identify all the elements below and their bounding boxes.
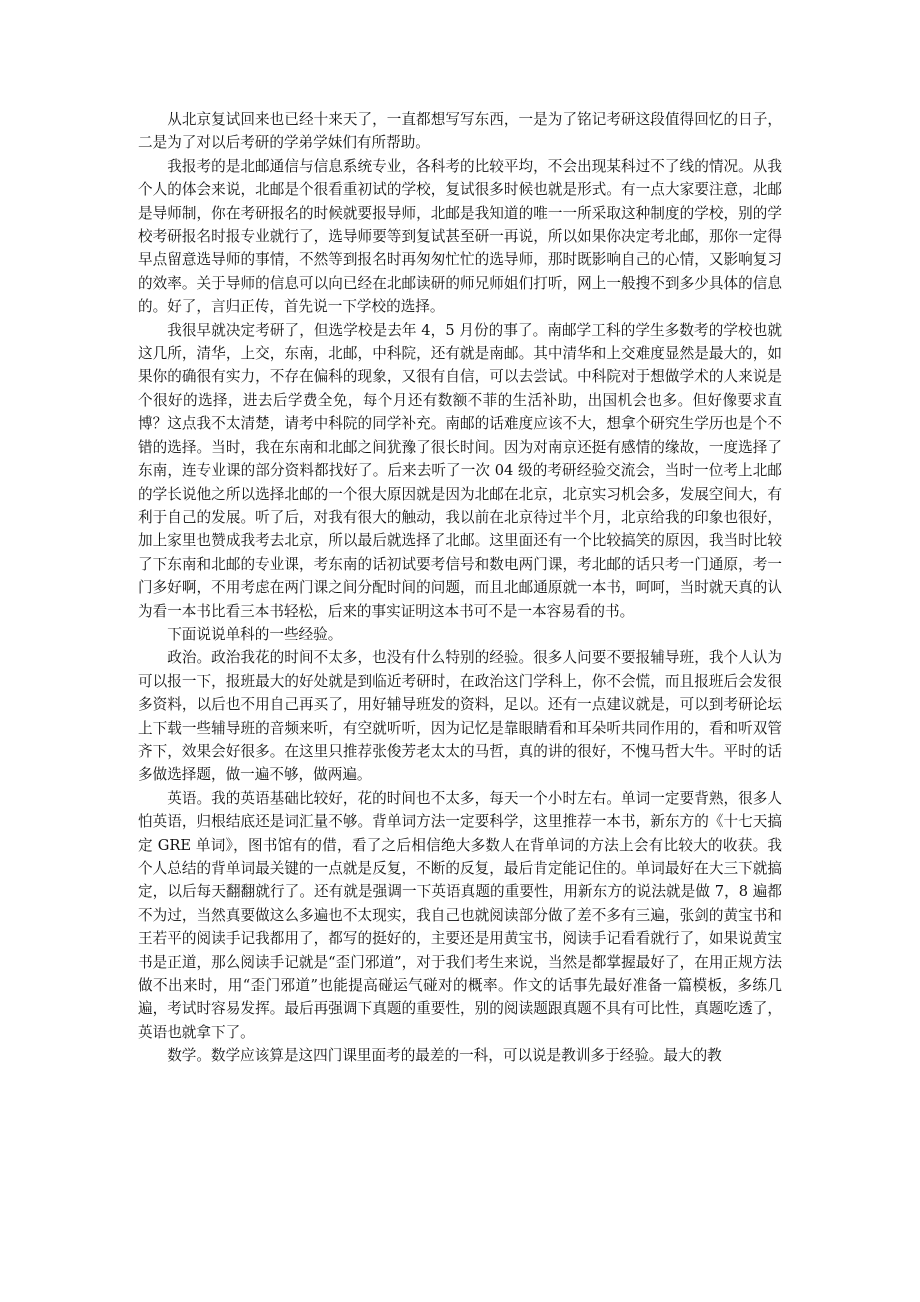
paragraph-major: 我报考的是北邮通信与信息系统专业，各科考的比较平均，不会出现某科过不了线的情况。从我个人的体会来说，北邮是个很看重初试的学校，复试很多时候也就是形式。有一点大家要注意，北邮是导师制，你在考研报名的时候就要报导师，北邮是我知道的唯一一所采取这种制度的学校，别的学校考研报名时报专业就行了，选导师要等到复试甚至研一再说，所以如果你决定考北邮，那你一定得早点留意选导师的事情，不然等到报名时再匆匆忙忙的选导师，那时既影响自己的心情，又影响复习的效率。关于导师的信息可以向已经在北邮读研的师兄师姐们打听，网上一般搜不到多少具体的信息的。好了，言归正传，首先说一下学校的选择。 [138, 157, 782, 316]
paragraph-math: 数学。数学应该算是这四门课里面考的最差的一科，可以说是教训多于经验。最大的教 [167, 1047, 722, 1065]
paragraph-english: 英语。我的英语基础比较好，花的时间也不太多，每天一个小时左右。单词一定要背熟，很多人怕英语，归根结底还是词汇量不够。背单词方法一定要科学，这里推荐一本书，新东方的《十七天搞定 GRE 单词》，图书馆有的借，看了之后相信绝大多数人在背单词的方法上会有比较大的收获。我个人总结的背单词最关键的一点就是反复，不断的反复，最后肯定能记住的。单词最好在大三下就搞定，以后每天翻翻就行了。还有就是强调一下英语真题的重要性，用新东方的说法就是做 7，8 遍都不为过，当然真要做这么多遍也不太现实，我自己也就阅读部分做了差不多有三遍，张剑的黄宝书和王若平的阅读手记我都用了，都写的挺好的，主要还是用黄宝书，阅读手记看看就行了，如果说黄宝书是正道，那么阅读手记就是“歪门邪道”，对于我们考生来说，当然是都掌握最好了，在用正规方法做不出来时，用“歪门邪道”也能提高碰运气碰对的概率。作文的话事先最好准备一篇模板，多练几遍，考试时容易发挥。最后再强调下真题的重要性，别的阅读题跟真题不具有可比性，真题吃透了，英语也就拿下了。 [138, 789, 782, 1041]
document-body [138, 108, 782, 1068]
paragraph-school-choice: 我很早就决定考研了，但选学校是去年 4，5 月份的事了。南邮学工科的学生多数考的学校也就这几所，清华，上交，东南，北邮，中科院，还有就是南邮。其中清华和上交难度显然是最大的，如果你的确很有实力，不存在偏科的现象，又很有自信，可以去尝试。中科院对于想做学术的人来说是个很好的选择，进去后学费全免，每个月还有数额不菲的生活补助，出国机会也多。但好像要求直博？这点我不太清楚，请考中科院的同学补充。南邮的话难度应该不大，想拿个研究生学历也是个不错的选择。当时，我在东南和北邮之间犹豫了很长时间。因为对南京还挺有感情的缘故，一度选择了东南，连专业课的部分资料都找好了。后来去听了一次 04 级的考研经验交流会，当时一位考上北邮的学长说他之所以选择北邮的一个很大原因就是因为北邮在北京，北京实习机会多，发展空间大，有利于自己的发展。听了后，对我有很大的触动，我以前在北京待过半个月，北京给我的印象也很好，加上家里也赞成我考去北京，所以最后就选择了北邮。这里面还有一个比较搞笑的原因，我当时比较了下东南和北邮的专业课，考东南的话初试要考信号和数电两门课，考北邮的话只考一门通原，考一门多好啊，不用考虑在两门课之间分配时间的问题，而且北邮通原就一本书，呵呵，当时就天真的认为看一本书比看三本书轻松，后来的事实证明这本书可不是一本容易看的书。 [138, 321, 782, 620]
paragraph-subject-intro: 下面说说单科的一些经验。 [167, 625, 343, 643]
paragraph-intro: 从北京复试回来也已经十来天了，一直都想写写东西，一是为了铭记考研这段值得回忆的日子，二是为了对以后考研的学弟学妹们有所帮助。 [138, 111, 782, 152]
paragraph-politics: 政治。政治我花的时间不太多，也没有什么特别的经验。很多人问要不要报辅导班，我个人认为可以报一下，报班最大的好处就是到临近考研时，在政治这门学科上，你不会慌，而且报班后会发很多资料，以后也不用自己再买了，用好辅导班发的资料，足以。还有一点建议就是，可以到考研论坛上下载一些辅导班的音频来听，有空就听听，因为记忆是靠眼睛看和耳朵听共同作用的，看和听双管齐下，效果会好很多。在这里只推荐张俊芳老太太的马哲，真的讲的很好，不愧马哲大牛。平时的话多做选择题，做一遍不够，做两遍。 [138, 649, 782, 784]
